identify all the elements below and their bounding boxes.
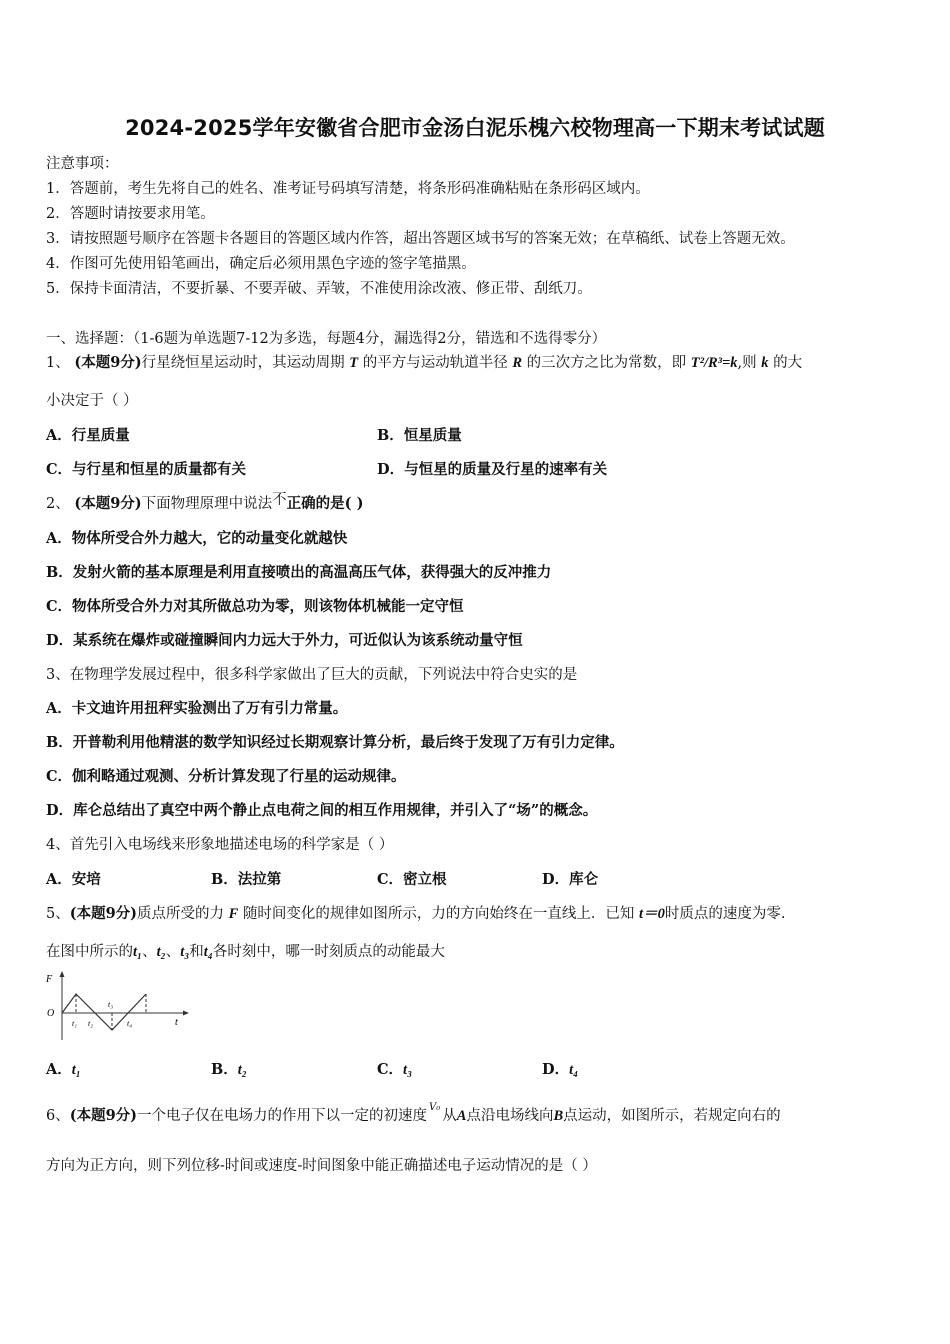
q1-text-b: 的平方与运动轨道半径 [362,355,508,371]
q5-option-c [377,1058,412,1079]
q5-option-d [542,1058,578,1079]
q5-option-d-label: D． [542,1061,570,1078]
q1-score: (本题9分) [74,354,142,371]
q6-v0: V₀ [429,1102,441,1113]
q5-option-b-value: t₂ [237,1062,247,1078]
q4-option-b: B．法拉第 [211,871,282,888]
graph-x-arrow [183,1011,189,1016]
q5-text-c: 时质点的速度为零. [664,906,786,922]
q1-text-c: 的三次方之比为常数，即 [526,355,687,371]
notice-item-5: 5．保持卡面清洁，不要折暴、不要弄破、弄皱，不准使用涂改液、修正带、刮纸刀。 [46,281,592,297]
q1-option-c: C．与行星和恒星的质量都有关 [46,461,247,478]
q5-option-c-value: t₃ [403,1062,413,1078]
q1-number: 1、 [46,355,70,371]
q2-not: 不 [272,492,287,508]
q6-text-b: 从 [442,1108,457,1124]
q5-option-b-label: B． [211,1061,238,1078]
q1-option-b: B．恒星质量 [377,427,462,444]
section-heading: 一、选择题：（1-6题为单选题7-12为多选，每题4分，漏选得2分，错选和不选得零分） [46,331,607,347]
q6-text-a: 一个电子仅在电场力的作用下以一定的初速度 [137,1108,428,1124]
q5-time-1: t₁ [133,944,143,960]
graph-label-t: t [175,1017,178,1028]
notice-item-1: 1．答题前，考生先将自己的姓名、准考证号码填写清楚，将条形码准确粘贴在条形码区域内。 [46,181,650,197]
q5-option-c-label: C． [377,1061,404,1078]
q5-t0: t＝0 [639,906,665,922]
q6-continuation: 方向为正方向，则下列位移-时间或速度-时间图象中能正确描述电子运动情况的是（ ） [46,1158,597,1174]
q5-text-b: 随时间变化的规律如图所示，力的方向始终在一直线上．已知 [242,906,635,922]
q6-point-B: B [553,1108,564,1124]
q2-option-a: A．物体所受合外力越大，它的动量变化就越快 [46,530,348,547]
graph-label-t1: t₁ [72,1019,78,1028]
question-6 [46,1104,781,1125]
q2-number: 2、 [46,496,70,512]
q4-option-a: A．安培 [46,871,101,888]
page-title: 2024-2025学年安徽省合肥市金汤白泥乐槐六校物理高一下期末考试试题 [125,116,825,140]
q2-option-c: C．物体所受合外力对其所做总功为零，则该物体机械能一定守恒 [46,598,464,615]
graph-label-O: O [47,1008,55,1019]
q3-option-a: A．卡文迪许用扭秤实验测出了万有引力常量。 [46,700,348,717]
q5-time-2: t₂ [156,944,166,960]
q2-option-b: B．发射火箭的基本原理是利用直接喷出的高温高压气体，获得强大的反冲推力 [46,564,552,581]
q1-formula: T²/R³=k [690,355,738,371]
q5-option-a-value: t₁ [71,1062,81,1078]
question-5 [46,902,785,923]
q5-line2-b: 各时刻中，哪一时刻质点的动能最大 [212,944,445,960]
q5-option-d-value: t₄ [569,1062,579,1078]
q1-text-d: ,则 [737,355,757,371]
notice-heading: 注意事项： [46,156,119,172]
q5-option-a [46,1058,81,1079]
graph-label-F: F [46,974,53,985]
q1-R: R [512,355,523,371]
q1-option-a: A．行星质量 [46,427,130,444]
q5-score: (本题9分) [69,905,138,922]
question-3: 3、在物理学发展过程中，很多科学家做出了巨大的贡献，下列说法中符合史实的是 [46,667,578,683]
q1-option-d: D．与恒星的质量及行星的速率有关 [377,461,608,478]
graph-label-t3: t₃ [108,1000,114,1009]
q3-option-c: C．伽利略通过观测、分析计算发现了行星的运动规律。 [46,768,406,785]
question-1 [46,351,802,372]
q5-text-a: 质点所受的力 [137,906,225,922]
q3-option-d: D．库仑总结出了真空中两个静止点电荷之间的相互作用规律，并引入了“场”的概念。 [46,802,598,819]
q3-option-b: B．开普勒利用他精湛的数学知识经过长期观察计算分析，最后终于发现了万有引力定律。 [46,734,624,751]
q5-number: 5、 [46,906,70,922]
q6-point-A: A [456,1108,467,1124]
q4-option-d: D．库仑 [542,871,599,888]
q1-continuation: 小决定于（ ） [46,393,138,409]
q5-line2-a: 在图中所示的 [46,944,133,960]
q2-text-2: 正确的是( ) [286,495,364,512]
graph-label-t4: t₄ [127,1019,133,1028]
q6-score: (本题9分) [69,1107,138,1124]
graph-label-t2: t₂ [88,1019,94,1028]
notice-item-3: 3．请按照题号顺序在答题卡各题目的答题区域内作答，超出答题区域书写的答案无效；在草稿纸、试卷上答题无效。 [46,231,795,247]
q5-F: F [228,906,239,922]
q5-force-time-graph [42,968,192,1044]
question-2 [46,492,363,513]
q5-time-4: t₄ [203,944,213,960]
question-4: 4、首先引入电场线来形象地描述电场的科学家是（ ） [46,837,394,853]
q2-score: (本题9分) [74,495,142,512]
q6-text-c: 点沿电场线向 [466,1108,554,1124]
q2-option-d: D．某系统在爆炸或碰撞瞬间内力远大于外力，可近似认为该系统动量守恒 [46,632,523,649]
q6-text-d: 点运动，如图所示，若规定向右的 [563,1108,781,1124]
notice-item-2: 2．答题时请按要求用笔。 [46,206,215,222]
graph-y-arrow [60,971,65,977]
q5-option-b [211,1058,247,1079]
q5-line-2: 在图中所示的t₁、t₂、t₃和t₄各时刻中，哪一时刻质点的动能最大 [46,944,445,960]
q5-option-a-label: A． [46,1061,72,1078]
q1-k: k [761,355,769,371]
q4-option-c: C．密立根 [377,871,447,888]
q5-time-3: t₃ [180,944,190,960]
q6-number: 6、 [46,1108,70,1124]
q1-text-a: 行星绕恒星运动时，其运动周期 [141,355,345,371]
q1-T: T [349,355,359,371]
q2-text: 下面物理原理中说法 [141,496,273,512]
q1-text-e: 的大 [773,355,803,371]
notice-item-4: 4．作图可先使用铅笔画出，确定后必须用黑色字迹的签字笔描黑。 [46,256,476,272]
